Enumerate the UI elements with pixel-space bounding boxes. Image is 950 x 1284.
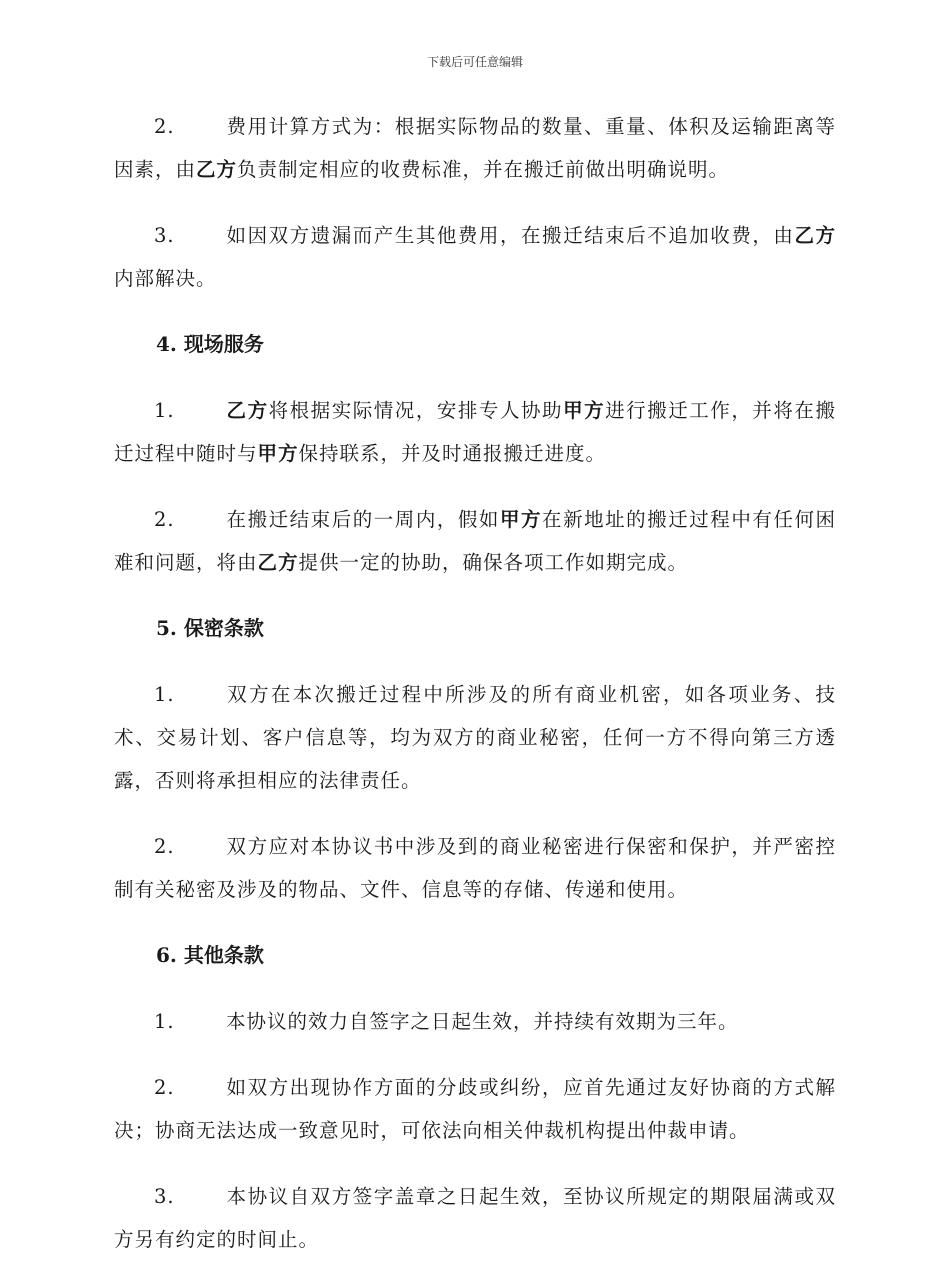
clause-text: 在搬迁结束后的一周内，假如 — [226, 508, 500, 531]
page-header: 下载后可任意编辑 — [426, 55, 523, 69]
clause-text: 本协议的效力自签字之日起生效，并持续有效期为三年。 — [226, 1010, 739, 1033]
party-name: 乙方 — [794, 224, 836, 247]
clause-paragraph — [114, 1066, 836, 1152]
clause-text: 如因双方遗漏而产生其他费用，在搬迁结束后不追加收费，由 — [226, 224, 795, 247]
document-body — [114, 105, 836, 1284]
clause-text: 双方在本次搬迁过程中所涉及的所有商业机密，如各项业务、技术、交易计划、客户信息等，均为双方的商业秘密，任何一方不得向第三方透露，否则将承担相应的法律责任。 — [114, 683, 836, 792]
clause-number: 2. — [154, 835, 175, 858]
party-name: 乙方 — [226, 399, 269, 422]
party-name: 乙方 — [257, 551, 299, 574]
clause-paragraph — [114, 673, 836, 802]
clause-number: 1. — [154, 1010, 175, 1033]
clause-number: 1. — [154, 683, 175, 706]
party-name: 甲方 — [499, 508, 543, 531]
clause-number: 2. — [154, 508, 175, 531]
clause-text: 提供一定的协助，确保各项工作如期完成。 — [298, 551, 689, 574]
clause-paragraph — [114, 389, 836, 475]
clause-number: 2. — [154, 1076, 175, 1099]
clause-text: 本协议自双方签字盖章之日起生效，至协议所规定的期限届满或双方另有约定的时间止。 — [114, 1185, 836, 1251]
clause-text: 费用计算方式为：根据实际物品的数量、重量、体积及运输距离等因素，由 — [114, 115, 836, 181]
clause-text: 在新地址的搬迁过程中有任何困难和问题，将由 — [114, 508, 836, 574]
clause-paragraph — [114, 105, 836, 191]
clause-text: 保持联系，并及时通报搬迁进度。 — [298, 442, 607, 465]
section-heading: 4. 现场服务 — [156, 332, 264, 356]
party-name: 乙方 — [196, 158, 238, 181]
clause-number: 3. — [154, 1185, 175, 1208]
clause-text: 如双方出现协作方面的分歧或纠纷，应首先通过友好协商的方式解决；协商无法达成一致意见时，可依法向相关仲裁机构提出仲裁申请。 — [114, 1076, 836, 1142]
section-heading: 6. 其他条款 — [156, 943, 264, 967]
clause-paragraph — [114, 1175, 836, 1261]
clause-paragraph — [114, 1000, 836, 1043]
clause-number: 3. — [154, 224, 175, 247]
clause-text: 双方应对本协议书中涉及到的商业秘密进行保密和保护，并严密控制有关秘密及涉及的物品、文件、信息等的存储、传递和使用。 — [114, 835, 836, 901]
party-name: 甲方 — [563, 399, 606, 422]
clause-text: 负责制定相应的收费标准，并在搬迁前做出明确说明。 — [237, 158, 730, 181]
clause-number: 1. — [154, 399, 175, 422]
clause-paragraph — [114, 825, 836, 911]
party-name: 甲方 — [257, 442, 299, 465]
clause-paragraph — [114, 498, 836, 584]
section-heading: 5. 保密条款 — [156, 616, 264, 640]
clause-text: 进行搬迁工作，并将在搬迁过程中随时与 — [114, 399, 836, 465]
clause-number: 2. — [154, 115, 175, 138]
clause-text: 将根据实际情况，安排专人协助 — [268, 399, 564, 422]
clause-paragraph — [114, 214, 836, 300]
clause-text: 内部解决。 — [114, 267, 217, 290]
